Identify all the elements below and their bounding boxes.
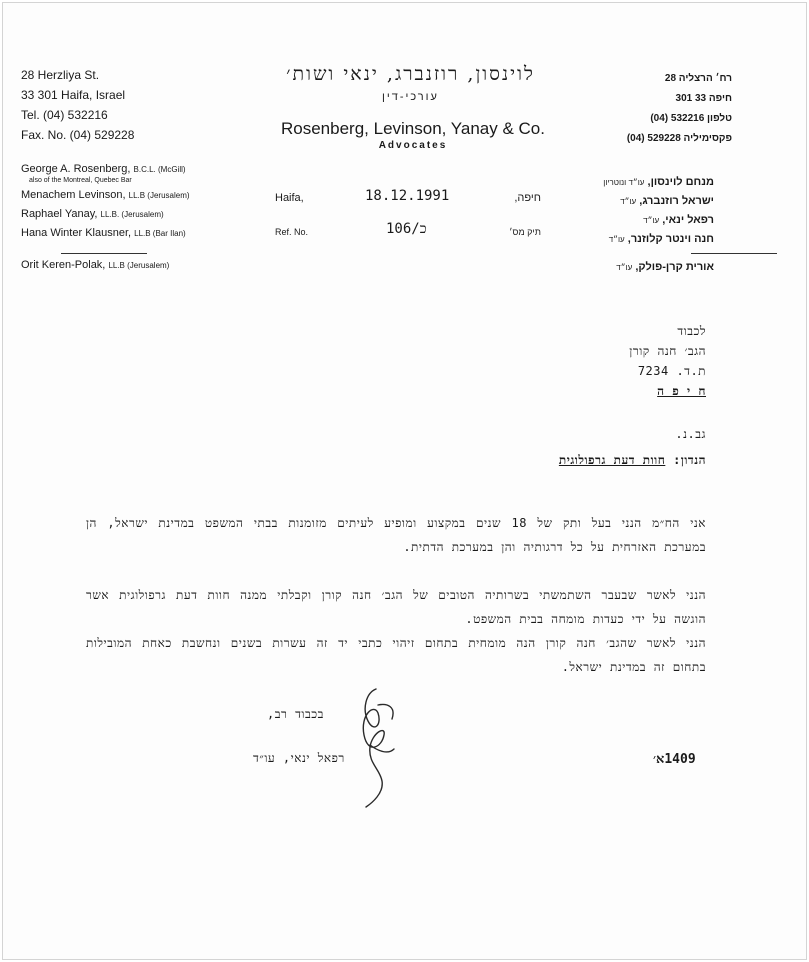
firm-title-hebrew: עורכי-דין (382, 91, 439, 103)
letter-date: 18.12.1991 (365, 188, 450, 204)
address-he-line: פקסימיליה 529228 (04) (626, 133, 732, 144)
partner-en-note: also of the Montreal, Quebec Bar (29, 177, 132, 184)
partner-he: מנחם לוינסון, עו״ד ונוטריון (603, 176, 714, 188)
firm-name-english: Rosenberg, Levinson, Yanay & Co. (281, 119, 545, 138)
address-he-line: חיפה 33 301 (675, 93, 732, 104)
subject-label: הנדון: (673, 453, 706, 467)
body-paragraph: הנני לאשר שהגב׳ חנה קורן הנה מומחית בתחום זיהוי כתבי יד זה עשרות בשנים ונחשבת כאחת המובילות בתחום זה במדינת ישראל. (86, 636, 706, 674)
address-en-line: 33 301 Haifa, Israel (21, 88, 126, 102)
body-paragraph: הנני לאשר שבעבר השתמשתי בשרותיה הטובים של הגב׳ חנה קורן וקבלתי ממנה חוות דעת גרפולוגית אשר הוגשה על ידי כעדות מומחה בבית המשפט. (86, 588, 706, 626)
body-paragraph: אני הח״מ הנני בעל ותק של 18 שנים במקצוע ומופיע לעיתים מזומנות בבתי המשפט במדינת ישראל, הן במערכת האזרחית על כל דרגותיה והן במערכת הדתית. (86, 516, 706, 554)
firm-name-hebrew: לוינסון, רוזנברג, ינאי ושות׳ (286, 63, 535, 85)
reference-number: 106/כ (386, 221, 427, 237)
address-he-line: טלפון 532216 (04) (650, 113, 732, 124)
address-he-line: רח׳ הרצליה 28 (664, 73, 732, 84)
addressee-line: ח י פ ה (657, 384, 706, 398)
partner-en: Menachem Levinson, LL.B (Jerusalem) (21, 189, 190, 201)
addressee-line: הגב׳ חנה קורן (629, 344, 706, 358)
ref-label-english: Ref. No. (275, 227, 309, 237)
city-english: Haifa, (275, 192, 304, 204)
partners-hebrew (603, 173, 714, 249)
signer-name: רפאל ינאי, עו״ד (253, 751, 345, 765)
letter-page (2, 2, 807, 960)
closing: בכבוד רב, (267, 707, 324, 721)
address-english (21, 65, 134, 145)
addressee-block (629, 321, 706, 401)
address-en-line: 28 Herzliya St. (21, 68, 100, 82)
partner-divider-right (691, 253, 777, 254)
partners-english (21, 160, 190, 243)
salutation: גב.נ. (675, 427, 706, 441)
subject-line (559, 453, 706, 468)
document-code: 1409א׳ (653, 752, 696, 767)
partner-en: Raphael Yanay, LL.B. (Jerusalem) (21, 208, 164, 220)
address-en-line: Fax. No. (04) 529228 (21, 128, 135, 142)
partner-en: George A. Rosenberg, B.C.L. (McGill) (21, 163, 186, 175)
partner-he: חנה וינטר קלוזנר, עו״ד (608, 233, 714, 245)
addressee-line: לכבוד (677, 324, 706, 338)
partner-en: Orit Keren-Polak, LL.B (Jerusalem) (21, 259, 170, 271)
addressee-line: ת.ד. 7234 (637, 364, 706, 378)
firm-title-english: Advocates (378, 140, 448, 151)
partner-he: אורית קרן-פולק, עו״ד (616, 261, 714, 273)
city-hebrew: חיפה, (514, 192, 541, 204)
handwritten-signature-icon (348, 685, 408, 815)
partner-he: ישראל רוזנברג, עו״ד (620, 195, 714, 207)
subject-text: חוות דעת גרפולוגית (558, 453, 666, 467)
partner-en: Hana Winter Klausner, LL.B (Bar Ilan) (21, 227, 186, 239)
address-en-line: Tel. (04) 532216 (21, 108, 108, 122)
ref-label-hebrew: תיק מס׳ (509, 227, 541, 237)
partner-he: רפאל ינאי, עו״ד (643, 214, 714, 226)
partner-divider-left (61, 253, 147, 254)
address-hebrew (627, 69, 732, 149)
